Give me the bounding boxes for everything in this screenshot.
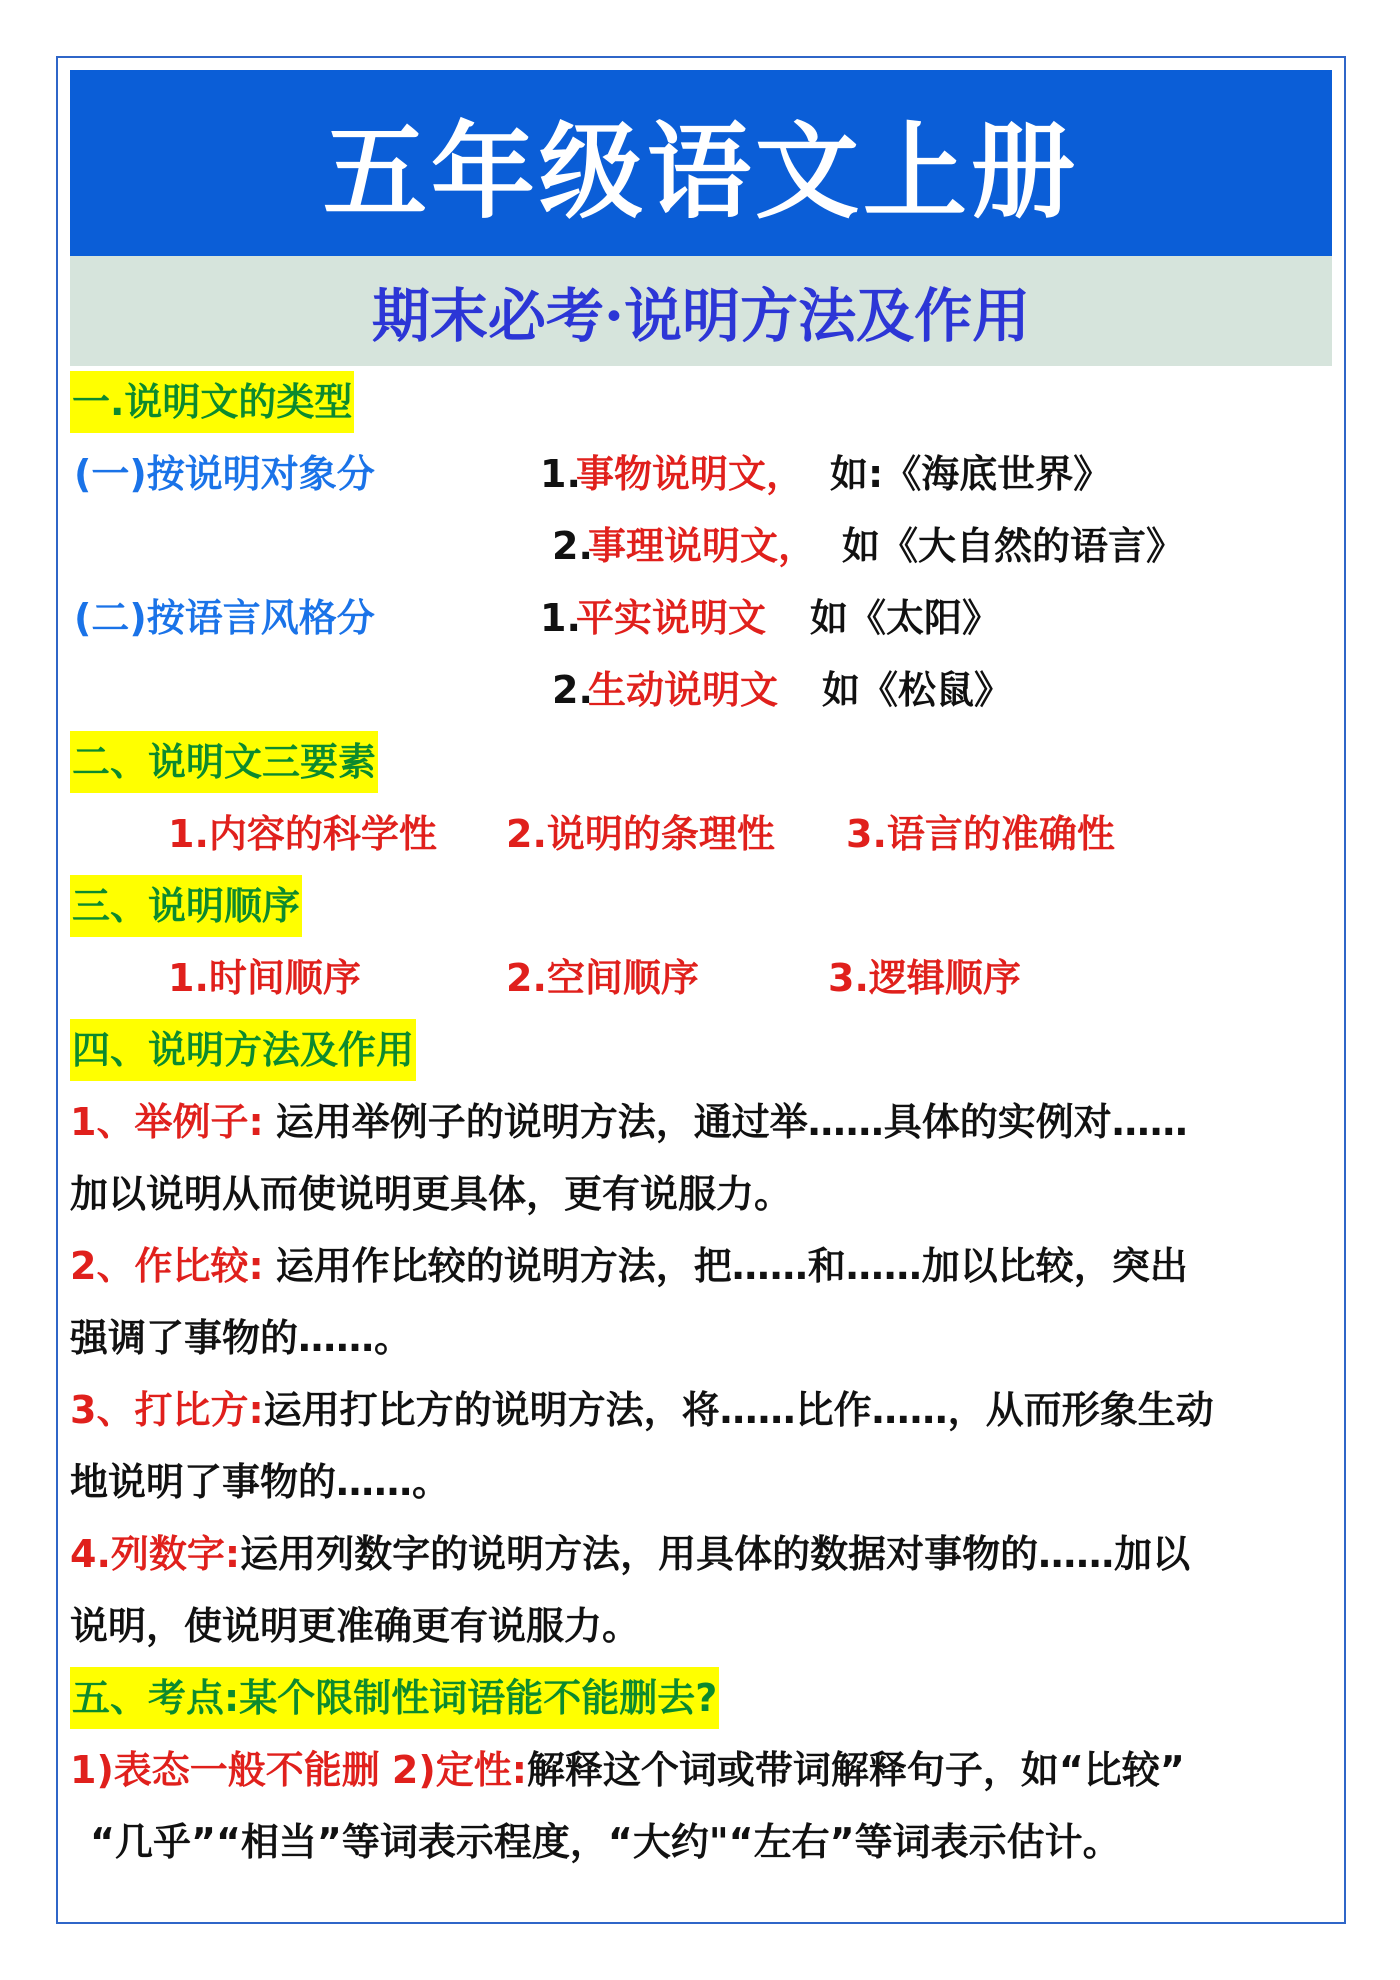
method-4-line-1 [70, 1518, 1332, 1590]
method-4-line-2 [70, 1590, 1332, 1662]
method-1-line-1 [70, 1086, 1332, 1158]
section-5-heading: 五、考点:某个限制性词语能不能删去? [70, 1667, 719, 1729]
section-1-heading: 一.说明文的类型 [70, 371, 354, 433]
subtitle-bar [70, 256, 1332, 366]
section-3-heading: 三、说明顺序 [70, 875, 302, 937]
test-point-part-1: 1)表态一般不能删 [70, 1748, 380, 1792]
method-2-line-2 [70, 1302, 1332, 1374]
section-3-heading-row [70, 870, 1332, 942]
item-example: 如《大自然的语言》 [842, 524, 1185, 568]
method-label: 1、举例子: [70, 1100, 264, 1144]
method-text: 地说明了事物的……。 [70, 1460, 451, 1504]
page-title: 五年级语文上册 [322, 110, 1079, 233]
method-text: 强调了事物的……。 [70, 1316, 413, 1360]
method-label: 2、作比较: [70, 1244, 264, 1288]
item-name: 事理说明文， [588, 524, 817, 568]
type-row-2 [70, 510, 1332, 582]
method-text: 说明，使说明更准确更有说服力。 [70, 1604, 641, 1648]
test-point-line-1 [70, 1734, 1332, 1806]
order-item: 2.空间顺序 [506, 956, 699, 1000]
test-point-line-2 [70, 1806, 1332, 1878]
element-item: 3.语言的准确性 [846, 812, 1115, 856]
section-5-heading-row [70, 1662, 1332, 1734]
item-example: 如《太阳》 [810, 596, 1001, 640]
item-num: 1. [540, 452, 581, 496]
element-item: 1.内容的科学性 [168, 812, 437, 856]
type-row-1 [70, 438, 1332, 510]
order-item: 3.逻辑顺序 [828, 956, 1021, 1000]
item-name: 生动说明文 [588, 668, 779, 712]
item-example: 如《松鼠》 [822, 668, 1013, 712]
method-3-line-1 [70, 1374, 1332, 1446]
item-name: 事物说明文， [576, 452, 805, 496]
group-1-label: (一)按说明对象分 [74, 452, 375, 496]
method-3-line-2 [70, 1446, 1332, 1518]
order-item: 1.时间顺序 [168, 956, 361, 1000]
method-text: 运用打比方的说明方法，将……比作……，从而形象生动 [263, 1388, 1214, 1432]
section-2-heading: 二、说明文三要素 [70, 731, 378, 793]
method-text: 运用作比较的说明方法，把……和……加以比较，突出 [275, 1244, 1188, 1288]
title-banner [70, 70, 1332, 256]
method-text: 加以说明从而使说明更具体，更有说服力。 [70, 1172, 793, 1216]
elements-row [70, 798, 1332, 870]
method-text: 运用举例子的说明方法，通过举……具体的实例对…… [275, 1100, 1188, 1144]
page-subtitle: 期末必考·说明方法及作用 [371, 282, 1031, 350]
test-point-text: 解释这个词或带词解释句子，如“比较” [526, 1748, 1185, 1792]
item-num: 1. [540, 596, 581, 640]
method-text: 运用列数字的说明方法，用具体的数据对事物的……加以 [240, 1532, 1191, 1576]
element-item: 2.说明的条理性 [506, 812, 775, 856]
group-2-label: (二)按语言风格分 [74, 596, 375, 640]
item-num: 2. [552, 524, 593, 568]
item-num: 2. [552, 668, 593, 712]
section-1-heading-row [70, 366, 1332, 438]
method-label: 4.列数字: [70, 1532, 241, 1576]
method-2-line-1 [70, 1230, 1332, 1302]
method-1-line-2 [70, 1158, 1332, 1230]
type-row-4 [70, 654, 1332, 726]
item-name: 平实说明文 [576, 596, 767, 640]
test-point-text: “几乎”“相当”等词表示程度，“大约"“左右”等词表示估计。 [90, 1820, 1121, 1864]
test-point-part-2: 2)定性: [391, 1748, 527, 1792]
method-label: 3、打比方: [70, 1388, 264, 1432]
section-2-heading-row [70, 726, 1332, 798]
item-example: 如:《海底世界》 [830, 452, 1112, 496]
section-4-heading-row [70, 1014, 1332, 1086]
order-row [70, 942, 1332, 1014]
section-4-heading: 四、说明方法及作用 [70, 1019, 416, 1081]
type-row-3 [70, 582, 1332, 654]
